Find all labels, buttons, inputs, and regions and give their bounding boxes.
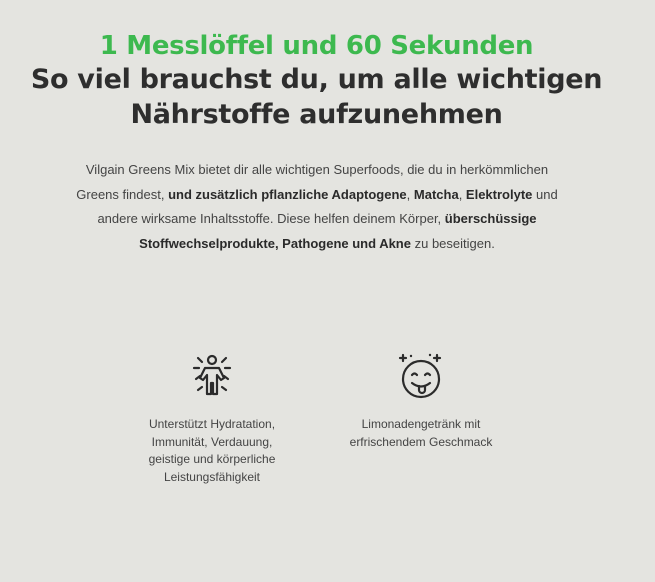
desc-bold-electrolytes: Elektrolyte [465,186,533,202]
tongue-smiley-icon [397,352,445,400]
desc-text-2: , [406,186,414,202]
description [67,158,567,256]
feature-taste [321,352,521,451]
feature-taste-text: Limonadengetränk mit erfrischendem Geschmack [349,417,493,449]
heading-block [0,30,633,132]
desc-bold-matcha: Matcha [413,186,459,202]
desc-bold-adaptogens: und zusätzlich pflanzliche Adaptogene [168,186,407,202]
desc-text-3: , [458,186,466,202]
headline-line-2: Nährstoffe aufzunehmen [130,99,503,130]
desc-text-1: Vilgain Greens Mix bietet dir alle wichtigen Superfoods, die du in herkömmlichen Greens findest, [76,162,549,202]
desc-text-4: und andere wirksame Inhaltsstoffe. Diese helfen deinem Körper, [97,186,558,226]
person-energy-icon [188,352,236,400]
feature-hydration-text: Unterstützt Hydratation, Immunität, Verdauung, geistige und körperliche Leistungsfähigkeit [148,417,276,484]
headline-line-1: So viel brauchst du, um alle wichtigen [30,64,603,95]
desc-text-5: zu beseitigen. [410,235,495,251]
feature-hydration [112,352,312,486]
headline-accent: 1 Messlöffel und 60 Sekunden [99,31,534,61]
desc-bold-pathogens: überschüssige Stoffwechselprodukte, Pathogene und Akne [139,211,537,251]
